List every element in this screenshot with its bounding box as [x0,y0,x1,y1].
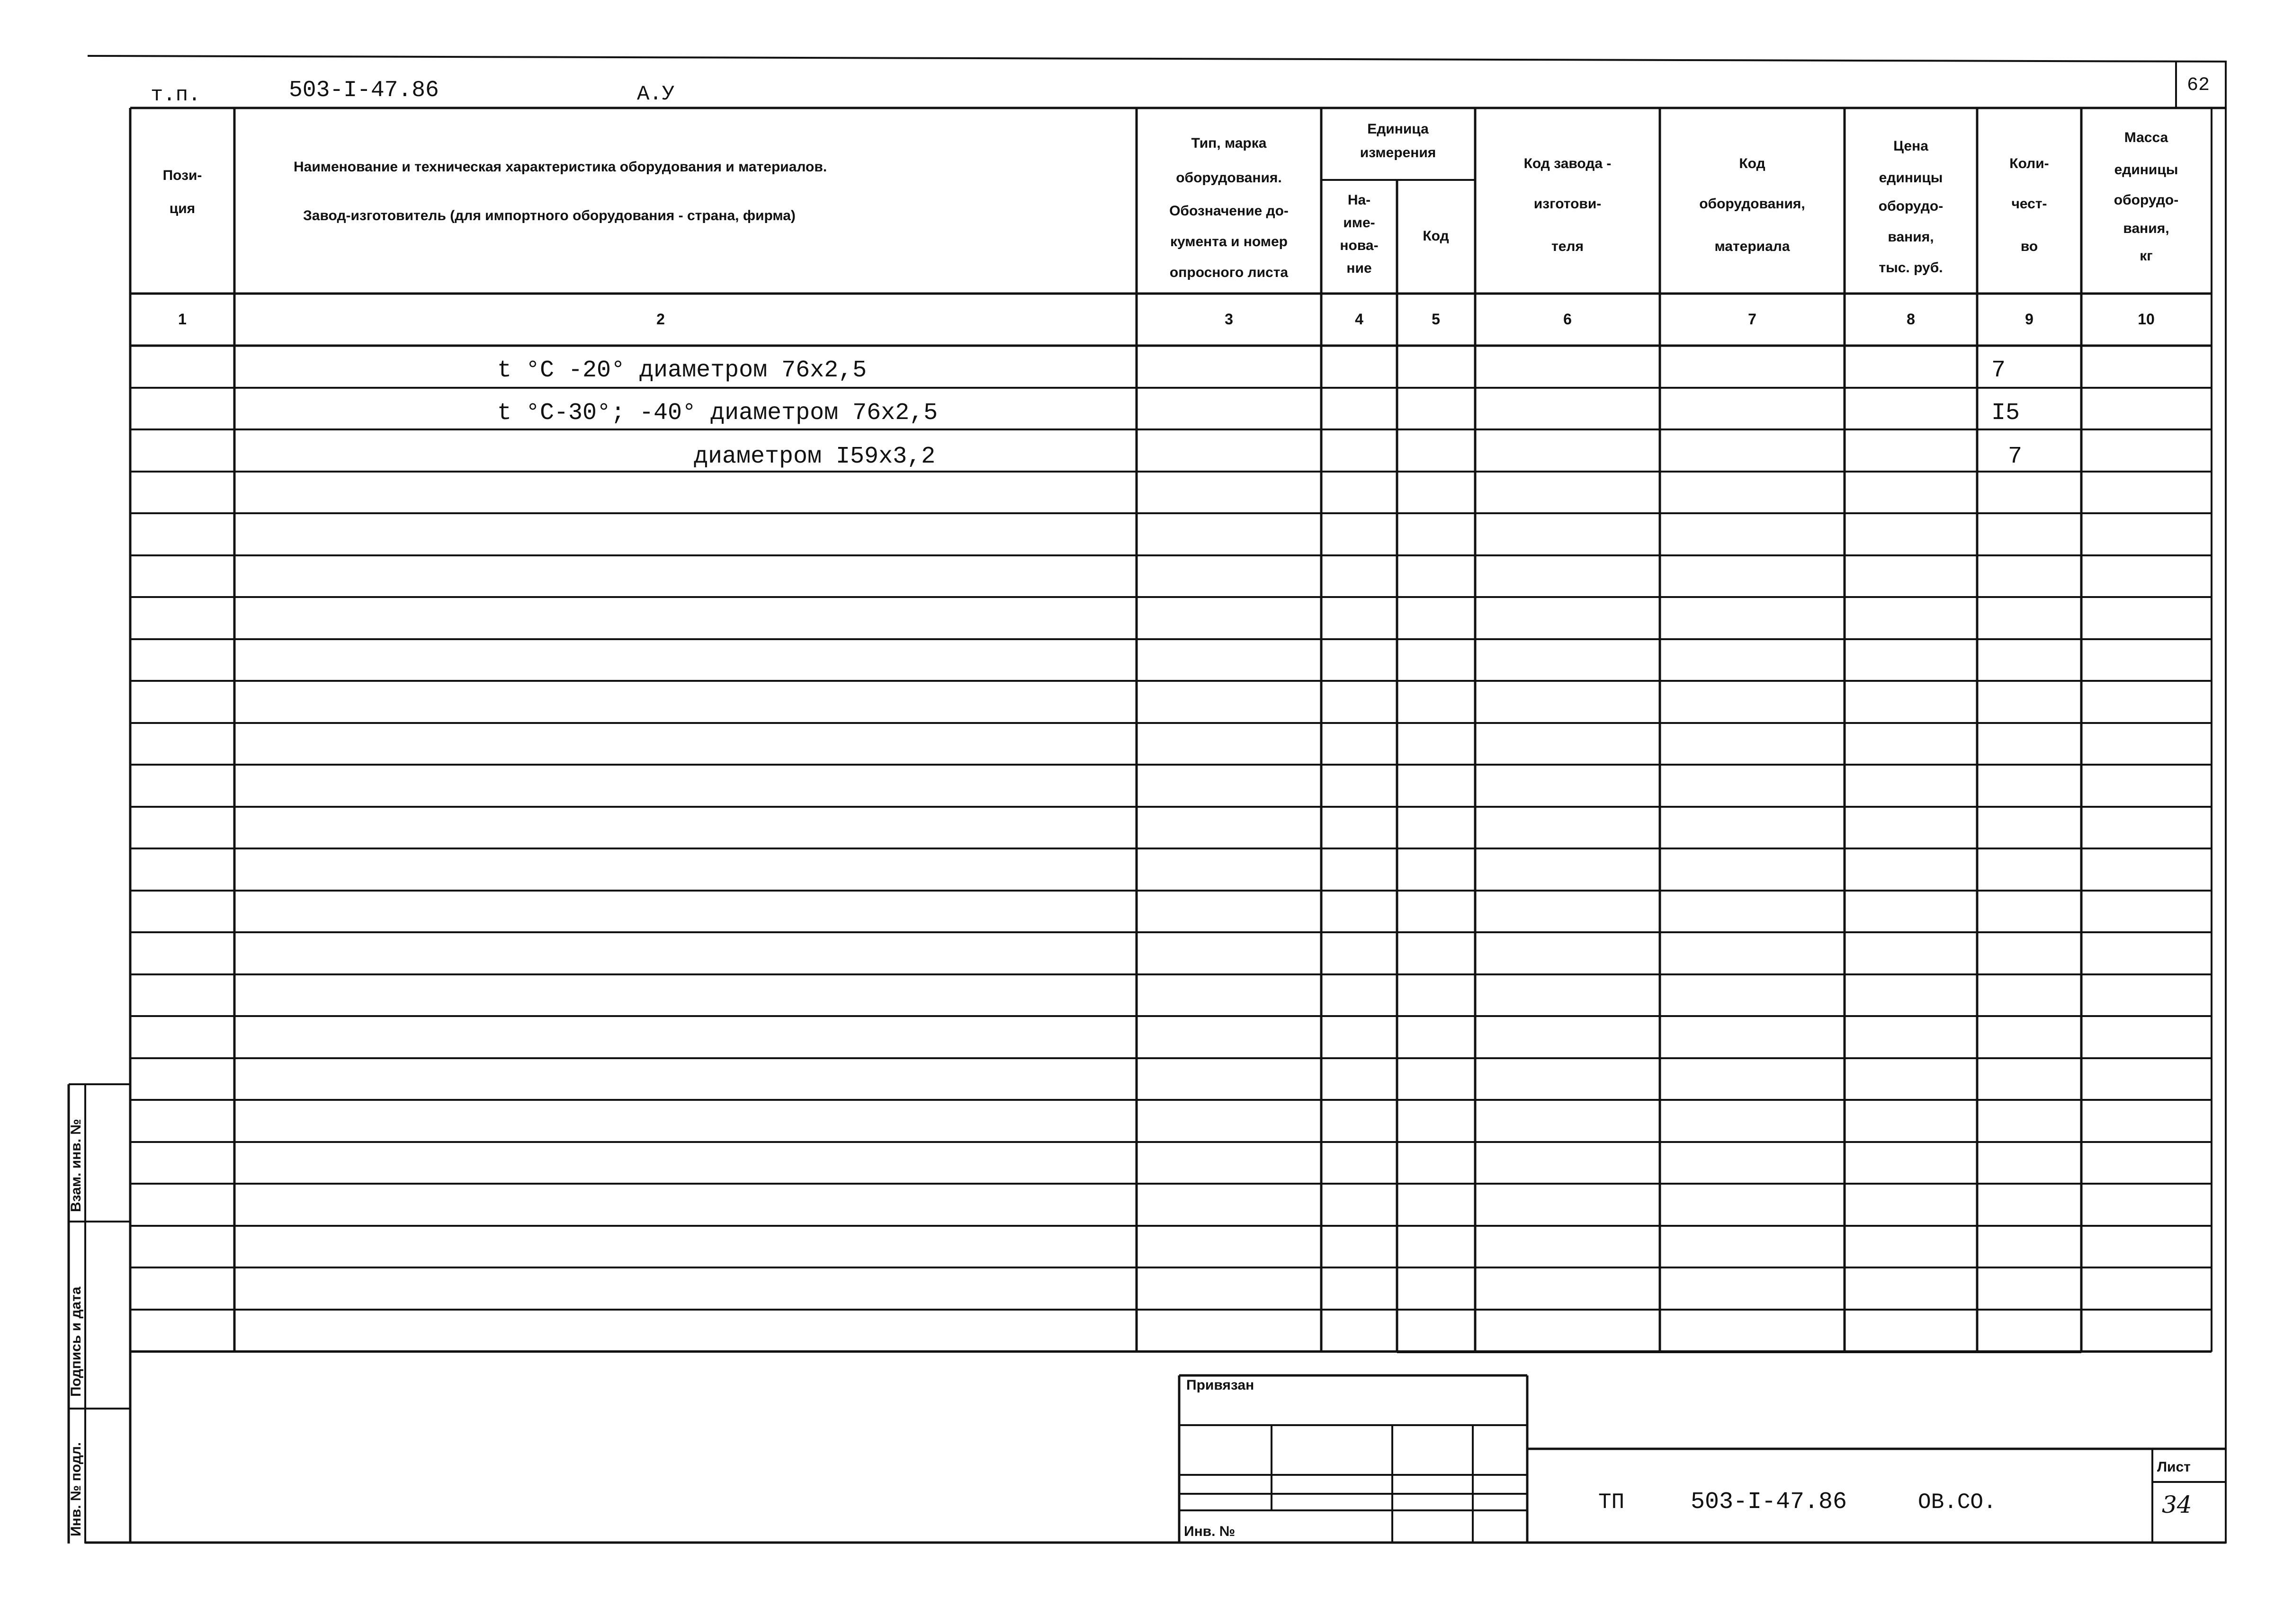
col-number-5: 5 [1432,311,1440,328]
row-1-qty: 7 [1991,357,2006,384]
col4-header-l1: На- [1347,192,1371,208]
row-2-name: t °C-30°; -40° диаметром 76x2,5 [497,400,938,427]
table-rows [497,357,2022,470]
col4-header-l2: име- [1343,215,1375,231]
col10-header-l4: вания, [2123,221,2169,236]
title-line [151,75,2210,107]
col7-header-l2: оборудования, [1699,196,1805,212]
tp-label: т.п. [151,83,201,107]
col-number-8: 8 [1907,311,1915,328]
col-number-10: 10 [2138,311,2155,328]
col-number-6: 6 [1563,311,1572,328]
col6-header-l3: теля [1551,239,1584,254]
stamp-attached: Привязан [1186,1377,1254,1393]
stamp-sheet-label: Лист [2157,1459,2191,1475]
col-number-4: 4 [1355,311,1363,328]
row-1-name: t °C -20° диаметром 76x2,5 [497,357,867,384]
col7-header-l1: Код [1739,156,1765,171]
col3-header-l1: Тип, марка [1191,135,1267,151]
col45-group-l1: Единица [1367,121,1429,137]
side-labels [68,1119,84,1536]
stamp-code: 503-I-47.86 [1691,1489,1847,1516]
col10-header-l1: Масса [2124,130,2168,145]
column-number-row [178,311,2155,328]
col6-header-l1: Код завода - [1523,156,1612,171]
col-number-1: 1 [178,311,187,328]
col4-header-l3: нова- [1340,238,1379,253]
column-headers [163,121,2179,280]
stamp-sheet-number: 34 [2162,1491,2192,1518]
col8-header-l4: вания, [1888,229,1934,245]
col10-header-l2: единицы [2114,162,2178,178]
col2-header-l1: Наименование и техническая характеристика оборудования и материалов. [294,159,827,175]
col8-header-l5: тыс. руб. [1879,260,1943,276]
row-3-qty: 7 [2008,443,2023,470]
col10-header-l3: оборудо- [2114,192,2179,208]
col-number-2: 2 [656,311,665,328]
col45-group-l2: измерения [1360,145,1436,161]
bottom-stamp [1179,1375,2226,1543]
sheet-frame [85,56,2226,1544]
col-number-9: 9 [2025,311,2033,328]
stamp-texts [1184,1377,2192,1539]
row-2-qty: I5 [1991,400,2020,427]
doc-code: 503-I-47.86 [289,78,439,103]
col4-header-l4: ние [1346,260,1372,276]
album-label: А.У [637,82,675,106]
col8-header-l3: оборудо- [1878,198,1944,214]
side-inv-orig: Инв. № подл. [68,1442,84,1536]
table-grid [130,108,2212,1352]
col-number-3: 3 [1225,311,1233,328]
col3-header-l5: опросного листа [1169,265,1289,280]
col9-header-l3: во [2020,239,2038,254]
row-lines [130,388,2212,1351]
col8-header-l2: единицы [1879,170,1943,186]
col-number-7: 7 [1748,311,1756,328]
col10-header-l5: кг [2140,248,2153,264]
col8-header-l1: Цена [1893,138,1928,154]
side-sign-date: Подпись и дата [68,1286,84,1397]
col5-header: Код [1423,228,1449,244]
col2-header-l2: Завод-изготовитель (для импортного оборудования - страна, фирма) [303,208,796,223]
side-replace-inv: Взам. инв. № [68,1119,84,1212]
col3-header-l2: оборудования. [1176,170,1282,186]
col9-header-l1: Коли- [2009,156,2049,171]
stamp-mark: ОВ.СО. [1918,1490,1997,1515]
col1-header-l2: ция [169,201,196,216]
col1-header-l1: Пози- [162,168,202,183]
page-number: 62 [2187,75,2210,96]
col7-header-l3: материала [1714,239,1790,254]
stamp-tp: ТП [1598,1490,1625,1515]
col9-header-l2: чест- [2011,196,2047,212]
col3-header-l3: Обозначение до- [1169,203,1289,219]
col3-header-l4: кумента и номер [1170,234,1288,250]
stamp-inv-no: Инв. № [1184,1524,1236,1539]
row-3-name: диаметром I59x3,2 [694,443,936,470]
col6-header-l2: изготови- [1533,196,1602,212]
